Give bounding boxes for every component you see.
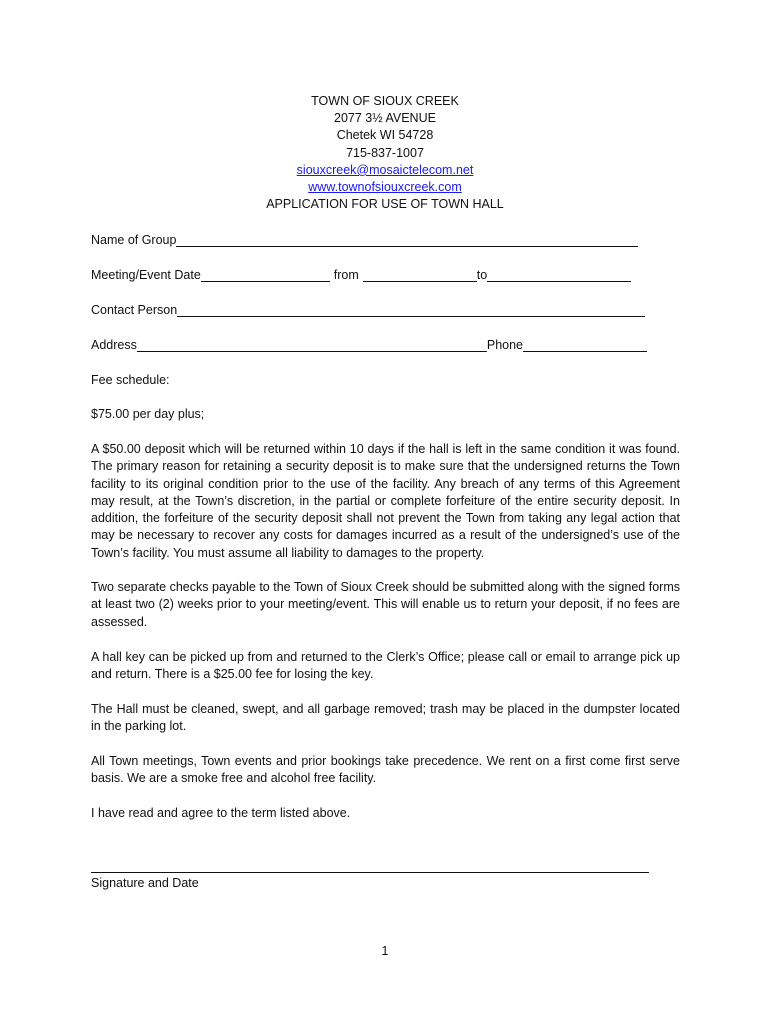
signature-line[interactable] [91, 872, 649, 873]
town-phone: 715-837-1007 [346, 145, 424, 160]
group-name-blank[interactable] [176, 234, 638, 247]
key-paragraph: A hall key can be picked up from and returned to the Clerk’s Office; please call or email to arrange pick up and return. There is a $25.00 fee for losing the key. [91, 650, 680, 682]
website-link[interactable]: www.townofsiouxcreek.com [308, 180, 462, 195]
group-name-label: Name of Group [91, 233, 177, 247]
address-label: Address [91, 338, 137, 352]
to-time-blank[interactable] [487, 269, 631, 282]
to-label: to [476, 268, 488, 282]
contact-person-blank[interactable] [177, 304, 645, 317]
event-date-blank[interactable] [201, 269, 330, 282]
fee-rate: $75.00 per day plus; [91, 407, 205, 421]
deposit-paragraph: A $50.00 deposit which will be returned within 10 days if the hall is left in the same condition it was found. The primary reason for retaining a security deposit is to make sure that the undersigned returns the Town facility to its original condition prior to the use of the facility. Any breach of any terms of this Agreement may result, at the Town’s discretion, in the partial or complete forfeiture of the entire security deposit. In addition, the forfeiture of the security deposit shall not prevent the Town from taking any legal action that may be necessary to recover any costs for damages incurred as a result of the undersigned’s use of the Town’s facility. You must assume all liability to damages to the property. [91, 442, 680, 560]
street-address: 2077 3½ AVENUE [334, 111, 436, 126]
from-time-blank[interactable] [363, 269, 477, 282]
fee-heading: Fee schedule: [91, 373, 170, 387]
agreement-statement: I have read and agree to the term listed above. [91, 806, 351, 820]
contact-row [91, 302, 651, 318]
cleaning-paragraph: The Hall must be cleaned, swept, and all garbage removed; trash may be placed in the dumpster located in the parking lot. [91, 702, 680, 734]
precedence-paragraph: All Town meetings, Town events and prior bookings take precedence. We rent on a first come first serve basis. We are a smoke free and alcohol free facility. [91, 754, 680, 786]
address-blank[interactable] [137, 339, 487, 352]
group-name-row [91, 232, 651, 248]
phone-label: Phone [486, 338, 524, 352]
address-row [91, 337, 651, 353]
email-link[interactable]: siouxcreek@mosaictelecom.net [296, 162, 474, 177]
event-date-label: Meeting/Event Date [91, 268, 201, 282]
checks-paragraph: Two separate checks payable to the Town of Sioux Creek should be submitted along with the signed forms at least two (2) weeks prior to your meeting/event. This will enable us to return your deposit, if no fees are assessed. [91, 580, 680, 629]
page-number: 1 [381, 944, 389, 958]
city-state-zip: Chetek WI 54728 [336, 128, 434, 143]
phone-blank[interactable] [523, 339, 647, 352]
letterhead [0, 93, 770, 213]
signature-label: Signature and Date [91, 876, 199, 890]
contact-person-label: Contact Person [91, 303, 178, 317]
town-name: TOWN OF SIOUX CREEK [311, 94, 459, 108]
event-date-row [91, 267, 651, 283]
from-label: from [333, 268, 359, 282]
form-title: APPLICATION FOR USE OF TOWN HALL [266, 197, 504, 212]
